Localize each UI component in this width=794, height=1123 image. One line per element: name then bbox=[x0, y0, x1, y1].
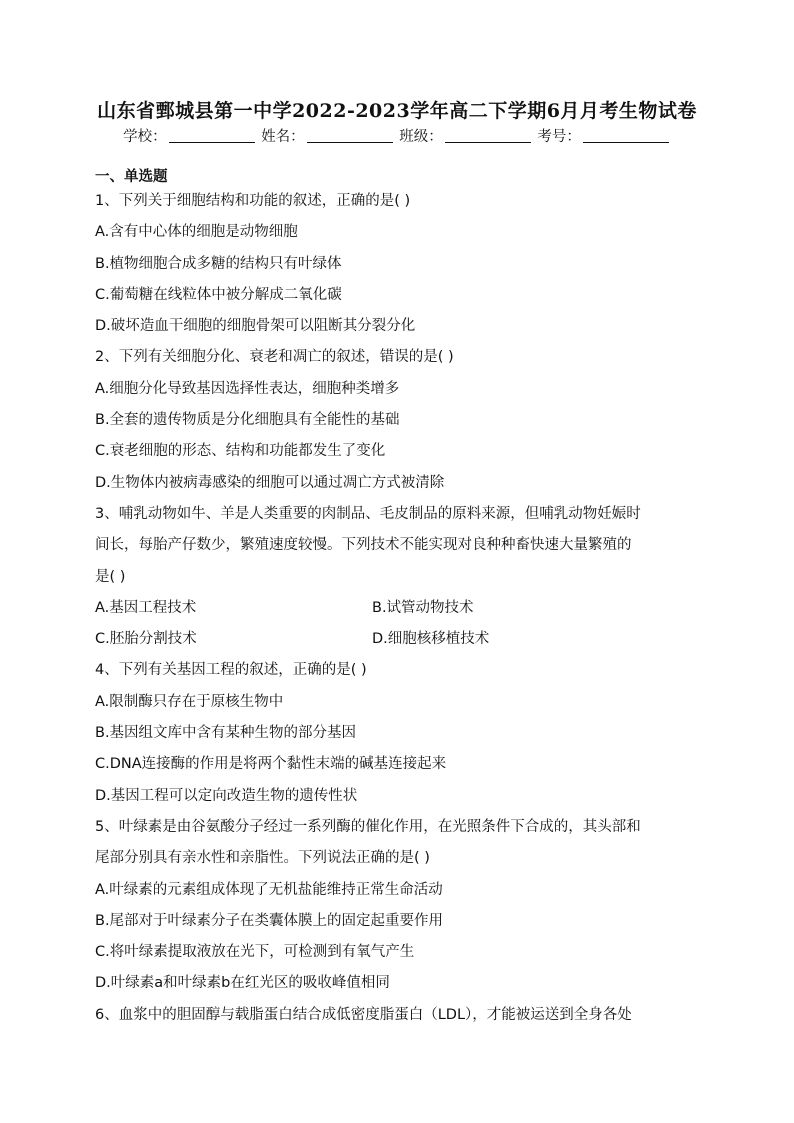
question-4-stem: 4、下列有关基因工程的叙述，正确的是( ) bbox=[95, 662, 367, 679]
question-1-option-d: D.破坏造血干细胞的细胞骨架可以阻断其分裂分化 bbox=[95, 318, 416, 335]
student-info-line bbox=[0, 125, 794, 146]
name-label: 姓名： bbox=[261, 129, 305, 145]
question-3-option-d: D.细胞核移植技术 bbox=[372, 631, 490, 648]
question-5-option-c: C.将叶绿素提取液放在光下，可检测到有氧气产生 bbox=[95, 944, 415, 961]
question-2-option-c: C.衰老细胞的形态、结构和功能都发生了变化 bbox=[95, 443, 386, 460]
question-1-option-c: C.葡萄糖在线粒体中被分解成二氧化碳 bbox=[95, 286, 342, 303]
name-blank bbox=[307, 128, 393, 143]
question-5-stem-line-1: 5、叶绿素是由谷氨酸分子经过一系列酶的催化作用，在光照条件下合成的，其头部和 bbox=[95, 818, 641, 835]
question-3-option-c: C.胚胎分割技术 bbox=[95, 631, 197, 648]
number-label: 考号： bbox=[537, 129, 581, 145]
school-blank bbox=[169, 128, 255, 143]
question-3-stem-line-1: 3、哺乳动物如牛、羊是人类重要的肉制品、毛皮制品的原料来源，但哺乳动物妊娠时 bbox=[95, 505, 641, 522]
question-3-options-row-2 bbox=[95, 624, 703, 655]
question-2-option-a: A.细胞分化导致基因选择性表达，细胞种类增多 bbox=[95, 380, 400, 397]
class-label: 班级： bbox=[399, 129, 443, 145]
exam-title: 山东省鄄城县第一中学2022-2023学年高二下学期6月月考生物试卷 bbox=[97, 100, 697, 122]
question-3-stem-line-3: 是( ) bbox=[95, 568, 126, 585]
question-3-stem-line-2: 间长，每胎产仔数少，繁殖速度较慢。下列技术不能实现对良种种畜快速大量繁殖的 bbox=[95, 537, 632, 554]
question-3-option-a: A.基因工程技术 bbox=[95, 599, 197, 616]
number-blank bbox=[583, 128, 669, 143]
question-5-option-a: A.叶绿素的元素组成体现了无机盐能维持正常生命活动 bbox=[95, 881, 443, 898]
question-2-stem: 2、下列有关细胞分化、衰老和凋亡的叙述，错误的是( ) bbox=[95, 349, 454, 366]
question-2-option-b: B.全套的遗传物质是分化细胞具有全能性的基础 bbox=[95, 412, 400, 429]
question-1-option-a: A.含有中心体的细胞是动物细胞 bbox=[95, 224, 298, 241]
question-4-option-d: D.基因工程可以定向改造生物的遗传性状 bbox=[95, 787, 358, 804]
question-5-option-b: B.尾部对于叶绿素分子在类囊体膜上的固定起重要作用 bbox=[95, 912, 444, 929]
question-4-option-b: B.基因组文库中含有某种生物的部分基因 bbox=[95, 725, 357, 742]
question-4-option-c: C.DNA连接酶的作用是将两个黏性末端的碱基连接起来 bbox=[95, 756, 447, 773]
question-1-stem: 1、下列关于细胞结构和功能的叙述，正确的是( ) bbox=[95, 193, 411, 209]
question-1-option-b: B.植物细胞合成多糖的结构只有叶绿体 bbox=[95, 255, 342, 272]
section-heading: 一、单选题 bbox=[95, 169, 168, 185]
question-5-option-d: D.叶绿素a和叶绿素b在红光区的吸收峰值相同 bbox=[95, 975, 390, 992]
question-6-stem: 6、血浆中的胆固醇与载脂蛋白结合成低密度脂蛋白（LDL），才能被运送到全身各处 bbox=[95, 1006, 632, 1023]
school-label: 学校： bbox=[123, 129, 167, 145]
question-3-option-b: B.试管动物技术 bbox=[372, 599, 474, 616]
question-2-option-d: D.生物体内被病毒感染的细胞可以通过凋亡方式被清除 bbox=[95, 474, 445, 491]
class-blank bbox=[445, 128, 531, 143]
question-5-stem-line-2: 尾部分别具有亲水性和亲脂性。下列说法正确的是( ) bbox=[95, 850, 430, 867]
questions bbox=[95, 186, 703, 1031]
question-3-options-row-1 bbox=[95, 593, 703, 624]
question-4-option-a: A.限制酶只存在于原核生物中 bbox=[95, 693, 284, 710]
